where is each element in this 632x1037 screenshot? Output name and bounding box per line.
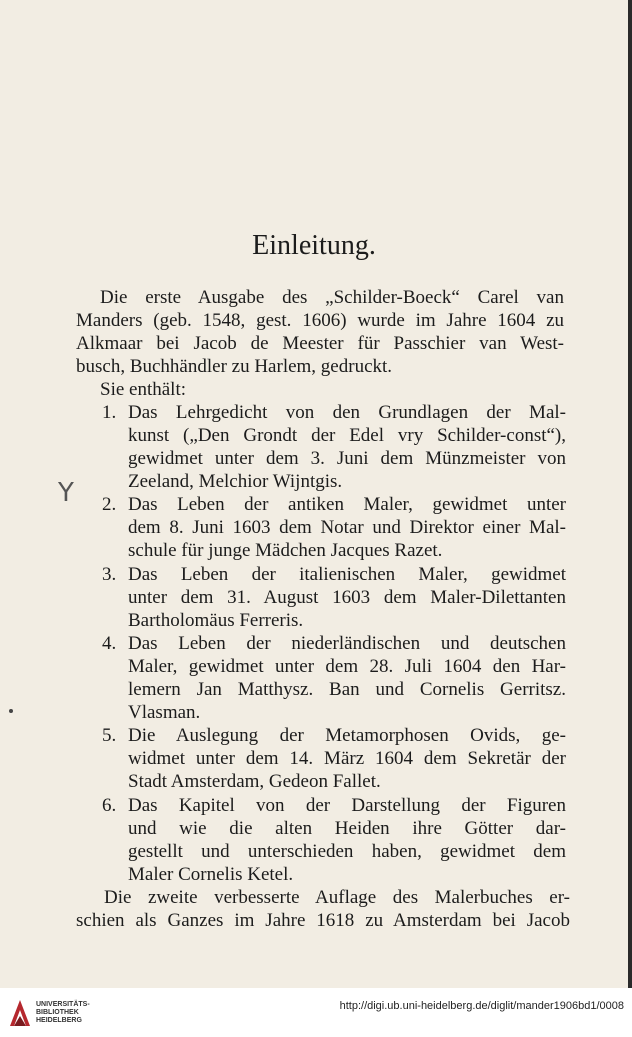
list-line: widmet unter dem 14. März 1604 dem Sekretär der: [128, 748, 566, 769]
text-line: Manders (geb. 1548, gest. 1606) wurde im Jahre 1604 zu: [76, 310, 564, 331]
list-line: Das Leben der niederländischen und deutschen: [128, 633, 566, 654]
list-line: gestellt und unterschieden haben, gewidmet dem: [128, 841, 566, 862]
text-line: Alkmaar bei Jacob de Meester für Passchier van West-: [76, 333, 564, 354]
list-line: Das Leben der antiken Maler, gewidmet unter: [128, 494, 566, 515]
margin-dot: [9, 709, 13, 713]
list-line: Zeeland, Melchior Wijntgis.: [128, 471, 343, 492]
source-url-link[interactable]: http://digi.ub.uni-heidelberg.de/diglit/mander1906bd1/0008: [339, 1000, 624, 1012]
list-line: gewidmet unter dem 3. Juni dem Münzmeister von: [128, 448, 566, 469]
list-line: schule für junge Mädchen Jacques Razet.: [128, 540, 443, 561]
list-number: 1.: [102, 402, 117, 423]
list-line: Maler Cornelis Ketel.: [128, 864, 294, 885]
margin-mark: Y: [58, 478, 74, 508]
text-line: schien als Ganzes im Jahre 1618 zu Amsterdam bei Jacob: [76, 910, 570, 931]
list-line: Das Lehrgedicht von den Grundlagen der Mal-: [128, 402, 566, 423]
library-name: [36, 1001, 90, 1025]
list-line: Bartholomäus Ferreris.: [128, 610, 304, 631]
list-line: kunst („Den Grondt der Edel vry Schilder-const“),: [128, 425, 566, 446]
list-number: 4.: [102, 633, 117, 654]
list-line: Das Leben der italienischen Maler, gewidmet: [128, 564, 566, 585]
list-number: 5.: [102, 725, 117, 746]
text-line: Die zweite verbesserte Auflage des Malerbuches er-: [104, 887, 570, 908]
footer-bar: [0, 988, 632, 1037]
library-name-line: HEIDELBERG: [36, 1017, 82, 1024]
text-line: busch, Buchhändler zu Harlem, gedruckt.: [76, 356, 393, 377]
list-number: 2.: [102, 494, 117, 515]
library-name-line: UNIVERSITÄTS-: [36, 1001, 90, 1008]
list-line: dem 8. Juni 1603 dem Notar und Direktor einer Mal-: [128, 517, 566, 538]
page-edge: [628, 0, 632, 988]
list-line: lemern Jan Matthysz. Ban und Cornelis Gerritsz.: [128, 679, 566, 700]
text-line: Sie enthält:: [100, 379, 187, 400]
list-number: 6.: [102, 795, 117, 816]
list-line: Das Kapitel von der Darstellung der Figuren: [128, 795, 566, 816]
list-number: 3.: [102, 564, 117, 585]
text-line: Die erste Ausgabe des „Schilder-Boeck“ Carel van: [100, 287, 564, 308]
list-line: unter dem 31. August 1603 dem Maler-Dilettanten: [128, 587, 566, 608]
list-line: Maler, gewidmet unter dem 28. Juli 1604 den Har-: [128, 656, 566, 677]
library-name-line: BIBLIOTHEK: [36, 1009, 79, 1016]
library-logo-icon: [8, 996, 32, 1030]
page-title: Einleitung.: [252, 230, 376, 261]
list-line: und wie die alten Heiden ihre Götter dar-: [128, 818, 566, 839]
list-line: Die Auslegung der Metamorphosen Ovids, ge-: [128, 725, 566, 746]
list-line: Stadt Amsterdam, Gedeon Fallet.: [128, 771, 381, 792]
list-line: Vlasman.: [128, 702, 201, 723]
